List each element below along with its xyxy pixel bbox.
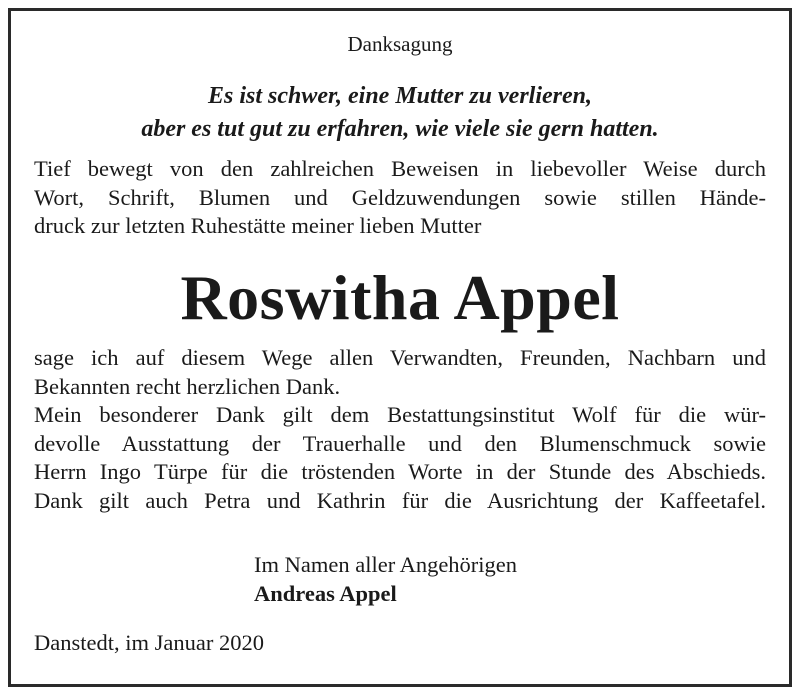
special-thanks-line: Herrn Ingo Türpe für die tröstenden Worte in der Stunde des Abschieds.: [34, 459, 766, 484]
signature-name: Andreas Appel: [254, 581, 397, 606]
intro-paragraph: [34, 155, 766, 241]
thanks-line: Bekannten recht herzlichen Dank.: [34, 373, 341, 399]
motto-line-1: Es ist schwer, eine Mutter zu verlieren,: [207, 83, 593, 109]
deceased-name: Roswitha Appel: [180, 262, 620, 333]
motto-line-2: aber es tut gut zu erfahren, wie viele sie gern hatten.: [141, 116, 659, 142]
intro-line: Wort, Schrift, Blumen und Geldzuwendungen sowie stillen Hände-: [34, 184, 766, 210]
special-thanks-line: devolle Ausstattung der Trauerhalle und den Blumenschmuck sowie: [34, 430, 766, 456]
special-thanks-paragraph: [34, 401, 766, 515]
intro-line: druck zur letzten Ruhestätte meiner lieben Mutter: [34, 213, 482, 238]
thanks-line: sage ich auf diesem Wege allen Verwandten, Freunden, Nachbarn und: [34, 345, 766, 370]
special-thanks-line: Mein besonderer Dank gilt dem Bestattungsinstitut Wolf für die wür-: [34, 402, 766, 427]
thanks-paragraph: [34, 344, 766, 401]
intro-line: Tief bewegt von den zahlreichen Beweisen in liebevoller Weise durch: [34, 156, 766, 181]
special-thanks-line: Dank gilt auch Petra und Kathrin für die Ausrichtung der Kaffeetafel.: [34, 487, 766, 513]
notice-heading: Danksagung: [347, 32, 453, 56]
signature-line: Im Namen aller Angehörigen: [254, 552, 518, 577]
place-date: Danstedt, im Januar 2020: [34, 630, 264, 655]
